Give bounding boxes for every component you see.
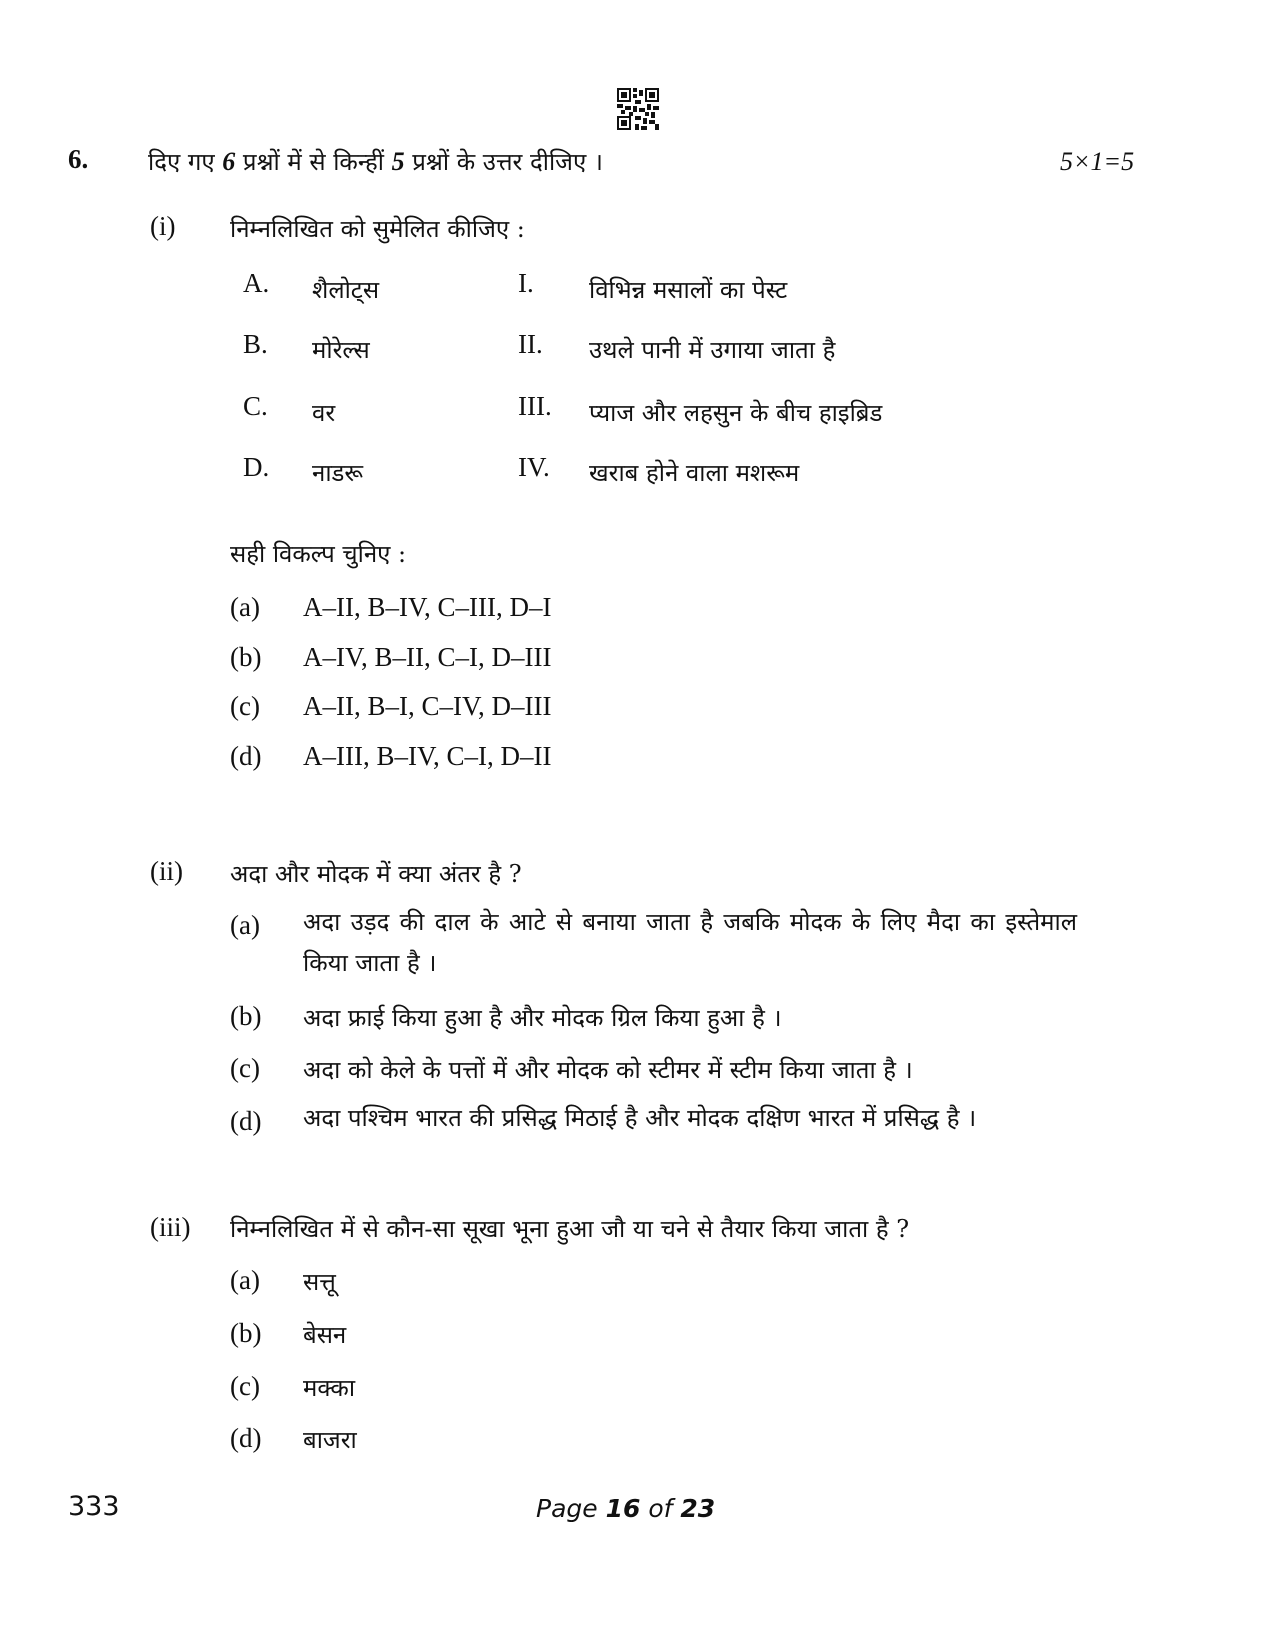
option-text: अदा उड़द की दाल के आटे से बनाया जाता है जबकि मोदक के लिए मैदा का इस्तेमाल किया जाता है ।	[303, 908, 1077, 977]
sub-question-text-i: निम्नलिखित को सुमेलित कीजिए :	[230, 215, 525, 243]
option-text: मक्का	[303, 1374, 356, 1402]
option-label: (c)	[230, 1371, 260, 1401]
match-left-key: D.	[243, 452, 270, 482]
option-text: अदा पश्चिम भारत की प्रसिद्ध मिठाई है और मोदक दक्षिण भारत में प्रसिद्ध है ।	[303, 1104, 977, 1132]
total-questions-count: 6	[222, 147, 236, 176]
option-label: (d)	[230, 741, 262, 771]
sub-question-label-iii: (iii)	[150, 1212, 191, 1242]
match-right-key: I.	[518, 268, 534, 298]
match-left-value: शैलोट्स	[312, 276, 380, 304]
option-label: (a)	[230, 1265, 260, 1295]
sub-question-text-ii: अदा और मोदक में क्या अंतर है ?	[230, 860, 522, 888]
match-left-key: A.	[243, 268, 270, 298]
option-text: A–II, B–I, C–IV, D–III	[303, 691, 552, 721]
instruction-suffix: प्रश्नों के उत्तर दीजिए ।	[404, 148, 603, 176]
option-text: अदा फ्राई किया हुआ है और मोदक ग्रिल किया हुआ है ।	[303, 1004, 782, 1032]
option-label: (c)	[230, 1053, 260, 1083]
match-left-value: मोरेल्स	[312, 336, 370, 364]
match-right-value: विभिन्न मसालों का पेस्ट	[589, 276, 788, 304]
match-right-key: IV.	[518, 452, 550, 482]
page-current: 16	[605, 1494, 641, 1523]
sub-question-text-iii: निम्नलिखित में से कौन-सा सूखा भूना हुआ जौ या चने से तैयार किया जाता है ?	[230, 1215, 910, 1243]
match-left-value: नाडरू	[312, 459, 364, 487]
option-text: A–IV, B–II, C–I, D–III	[303, 642, 552, 672]
option-label: (b)	[230, 1318, 262, 1348]
option-label: (b)	[230, 642, 262, 672]
option-label: (d)	[230, 1423, 262, 1453]
page-mid: of	[640, 1494, 681, 1523]
question-marks: 5×1=5	[1060, 147, 1135, 176]
option-text: अदा को केले के पत्तों में और मोदक को स्टीमर में स्टीम किया जाता है ।	[303, 1056, 913, 1084]
option-label: (b)	[230, 1001, 262, 1031]
option-label: (a)	[230, 910, 260, 940]
match-right-key: III.	[518, 391, 552, 421]
paper-code: 333	[68, 1491, 120, 1522]
option-text: A–III, B–IV, C–I, D–II	[303, 741, 552, 771]
match-right-value: उथले पानी में उगाया जाता है	[589, 336, 836, 364]
question-instruction	[148, 145, 603, 178]
sub-question-label-ii: (ii)	[150, 856, 183, 886]
option-label: (d)	[230, 1106, 262, 1136]
page-indicator	[536, 1494, 715, 1523]
match-left-key: B.	[243, 329, 268, 359]
attempt-questions-count: 5	[391, 147, 405, 176]
match-right-value: खराब होने वाला मशरूम	[589, 459, 800, 487]
match-right-value: प्याज और लहसुन के बीच हाइब्रिड	[589, 399, 883, 427]
instruction-prefix: दिए गए	[148, 148, 223, 176]
instruction-middle: प्रश्नों में से किन्हीं	[235, 148, 392, 176]
match-right-key: II.	[518, 329, 543, 359]
option-text: A–II, B–IV, C–III, D–I	[303, 592, 552, 622]
option-text: बेसन	[303, 1321, 347, 1349]
match-left-key: C.	[243, 391, 268, 421]
option-label: (a)	[230, 592, 260, 622]
choose-instruction: सही विकल्प चुनिए :	[230, 540, 407, 568]
match-left-value: वर	[312, 399, 336, 427]
page-total: 23	[680, 1494, 716, 1523]
option-text: बाजरा	[303, 1426, 357, 1454]
page-prefix: Page	[536, 1494, 606, 1523]
sub-question-label-i: (i)	[150, 211, 176, 241]
qr-code-icon	[617, 88, 659, 130]
option-label: (c)	[230, 691, 260, 721]
option-text: सत्तू	[303, 1268, 336, 1296]
question-number: 6.	[68, 144, 89, 174]
